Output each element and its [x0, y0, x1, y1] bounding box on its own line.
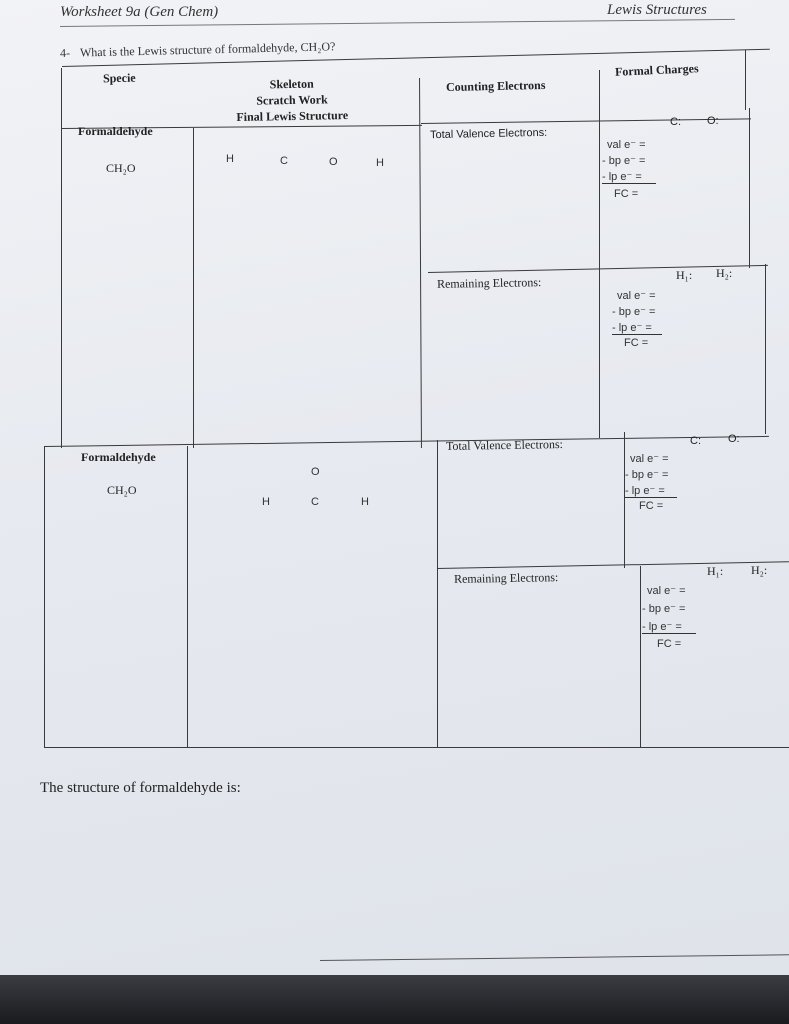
row1-specie-formula: CH₂O [106, 161, 136, 175]
row1-fc-atom-o: O: [707, 115, 719, 127]
row2-fc-bottom-result: FC = [657, 638, 682, 650]
row1-fc-bottom-lp: - lp e⁻ = [612, 321, 662, 335]
row2-total-valence-label: Total Valence Electrons: [445, 436, 564, 454]
col-line-skeleton-lower [437, 440, 438, 748]
row2-fc-atom-h2: H₂: [751, 563, 768, 577]
row1-total-valence-label: Total Valence Electrons: [429, 126, 548, 142]
row1-fc-top-result: FC = [614, 188, 639, 200]
row1-fc-bottom-result: FC = [624, 337, 649, 349]
row1-remaining-label: Remaining Electrons: [436, 275, 542, 291]
col-line-right-2 [749, 108, 750, 268]
header-skeleton [232, 75, 353, 125]
row2-fc-atom-o: O: [728, 433, 740, 445]
header-skeleton-line2: Scratch Work [256, 92, 328, 108]
col-line-counting-lower [624, 432, 625, 568]
row2-atom-h2: H [361, 496, 369, 508]
structure-statement: The structure of formaldehyde is: [40, 780, 241, 796]
question-number: 4- [59, 45, 71, 60]
col-line-right-3 [765, 264, 766, 434]
row1-atom-h2: H [376, 157, 384, 169]
header-formal-charges: Formal Charges [614, 61, 699, 79]
row1-atom-c: C [280, 155, 288, 167]
row1-fc-atom-h1: H₁: [676, 268, 693, 282]
row2-fc-top-result: FC = [639, 500, 664, 512]
row1-fc-top-lp: - lp e⁻ = [602, 170, 656, 184]
col-line-counting-lower2 [640, 566, 641, 748]
row2-atom-h1: H [262, 496, 270, 508]
row2-fc-bottom-lp: - lp e⁻ = [642, 620, 696, 634]
table-bottom-border [44, 747, 789, 748]
header-counting: Counting Electrons [445, 77, 546, 95]
worksheet-topic: Lewis Structures [607, 2, 707, 18]
question-prompt [60, 39, 336, 61]
row1-fc-bottom-bp: - bp e⁻ = [612, 306, 656, 318]
row1-atom-h1: H [226, 153, 234, 165]
row2-fc-divider [437, 561, 789, 569]
row1-fc-atom-c: C: [670, 116, 681, 128]
row2-fc-atom-h1: H₁: [707, 564, 724, 578]
row2-fc-top-bp: - bp e⁻ = [625, 469, 669, 481]
col-line-left [61, 68, 62, 448]
row2-atom-c: C [311, 496, 319, 508]
question-text: What is the Lewis structure of formaldehyde, CH₂O? [79, 39, 336, 60]
row2-atom-o: O [311, 466, 320, 478]
col-line-specie-lower [187, 446, 188, 748]
col-line-counting [599, 70, 600, 438]
col-line-specie [193, 128, 194, 448]
header-row-divider-right [421, 118, 751, 124]
underlying-sheet-edge [320, 954, 789, 961]
header-specie: Specie [102, 70, 136, 86]
row-divider [44, 436, 769, 447]
row2-fc-atom-c: C: [690, 435, 701, 447]
row1-fc-top-val: val e⁻ = [607, 139, 646, 151]
worksheet-title: Worksheet 9a (Gen Chem) [60, 4, 219, 20]
row1-fc-bottom-val: val e⁻ = [617, 290, 656, 302]
row1-fc-atom-h2: H₂: [716, 266, 733, 280]
row2-fc-top-lp: - lp e⁻ = [625, 484, 677, 498]
header-skeleton-line1: Skeleton [269, 76, 314, 92]
row2-fc-bottom-bp: - bp e⁻ = [642, 603, 686, 615]
col-line-left-lower [44, 446, 45, 748]
header-skeleton-line3: Final Lewis Structure [236, 108, 349, 124]
row1-specie-name: Formaldehyde [78, 124, 153, 138]
row1-fc-top-bp: - bp e⁻ = [602, 155, 646, 167]
row2-specie-formula: CH₂O [107, 483, 137, 497]
row1-atom-o: O [329, 156, 338, 168]
row2-fc-bottom-val: val e⁻ = [647, 585, 686, 597]
row2-specie-name: Formaldehyde [81, 450, 156, 464]
col-line-skeleton [419, 78, 422, 448]
col-line-right [745, 50, 746, 110]
row2-fc-top-val: val e⁻ = [630, 453, 669, 465]
desk-shadow [0, 975, 789, 1024]
row2-remaining-label: Remaining Electrons: [453, 570, 559, 586]
